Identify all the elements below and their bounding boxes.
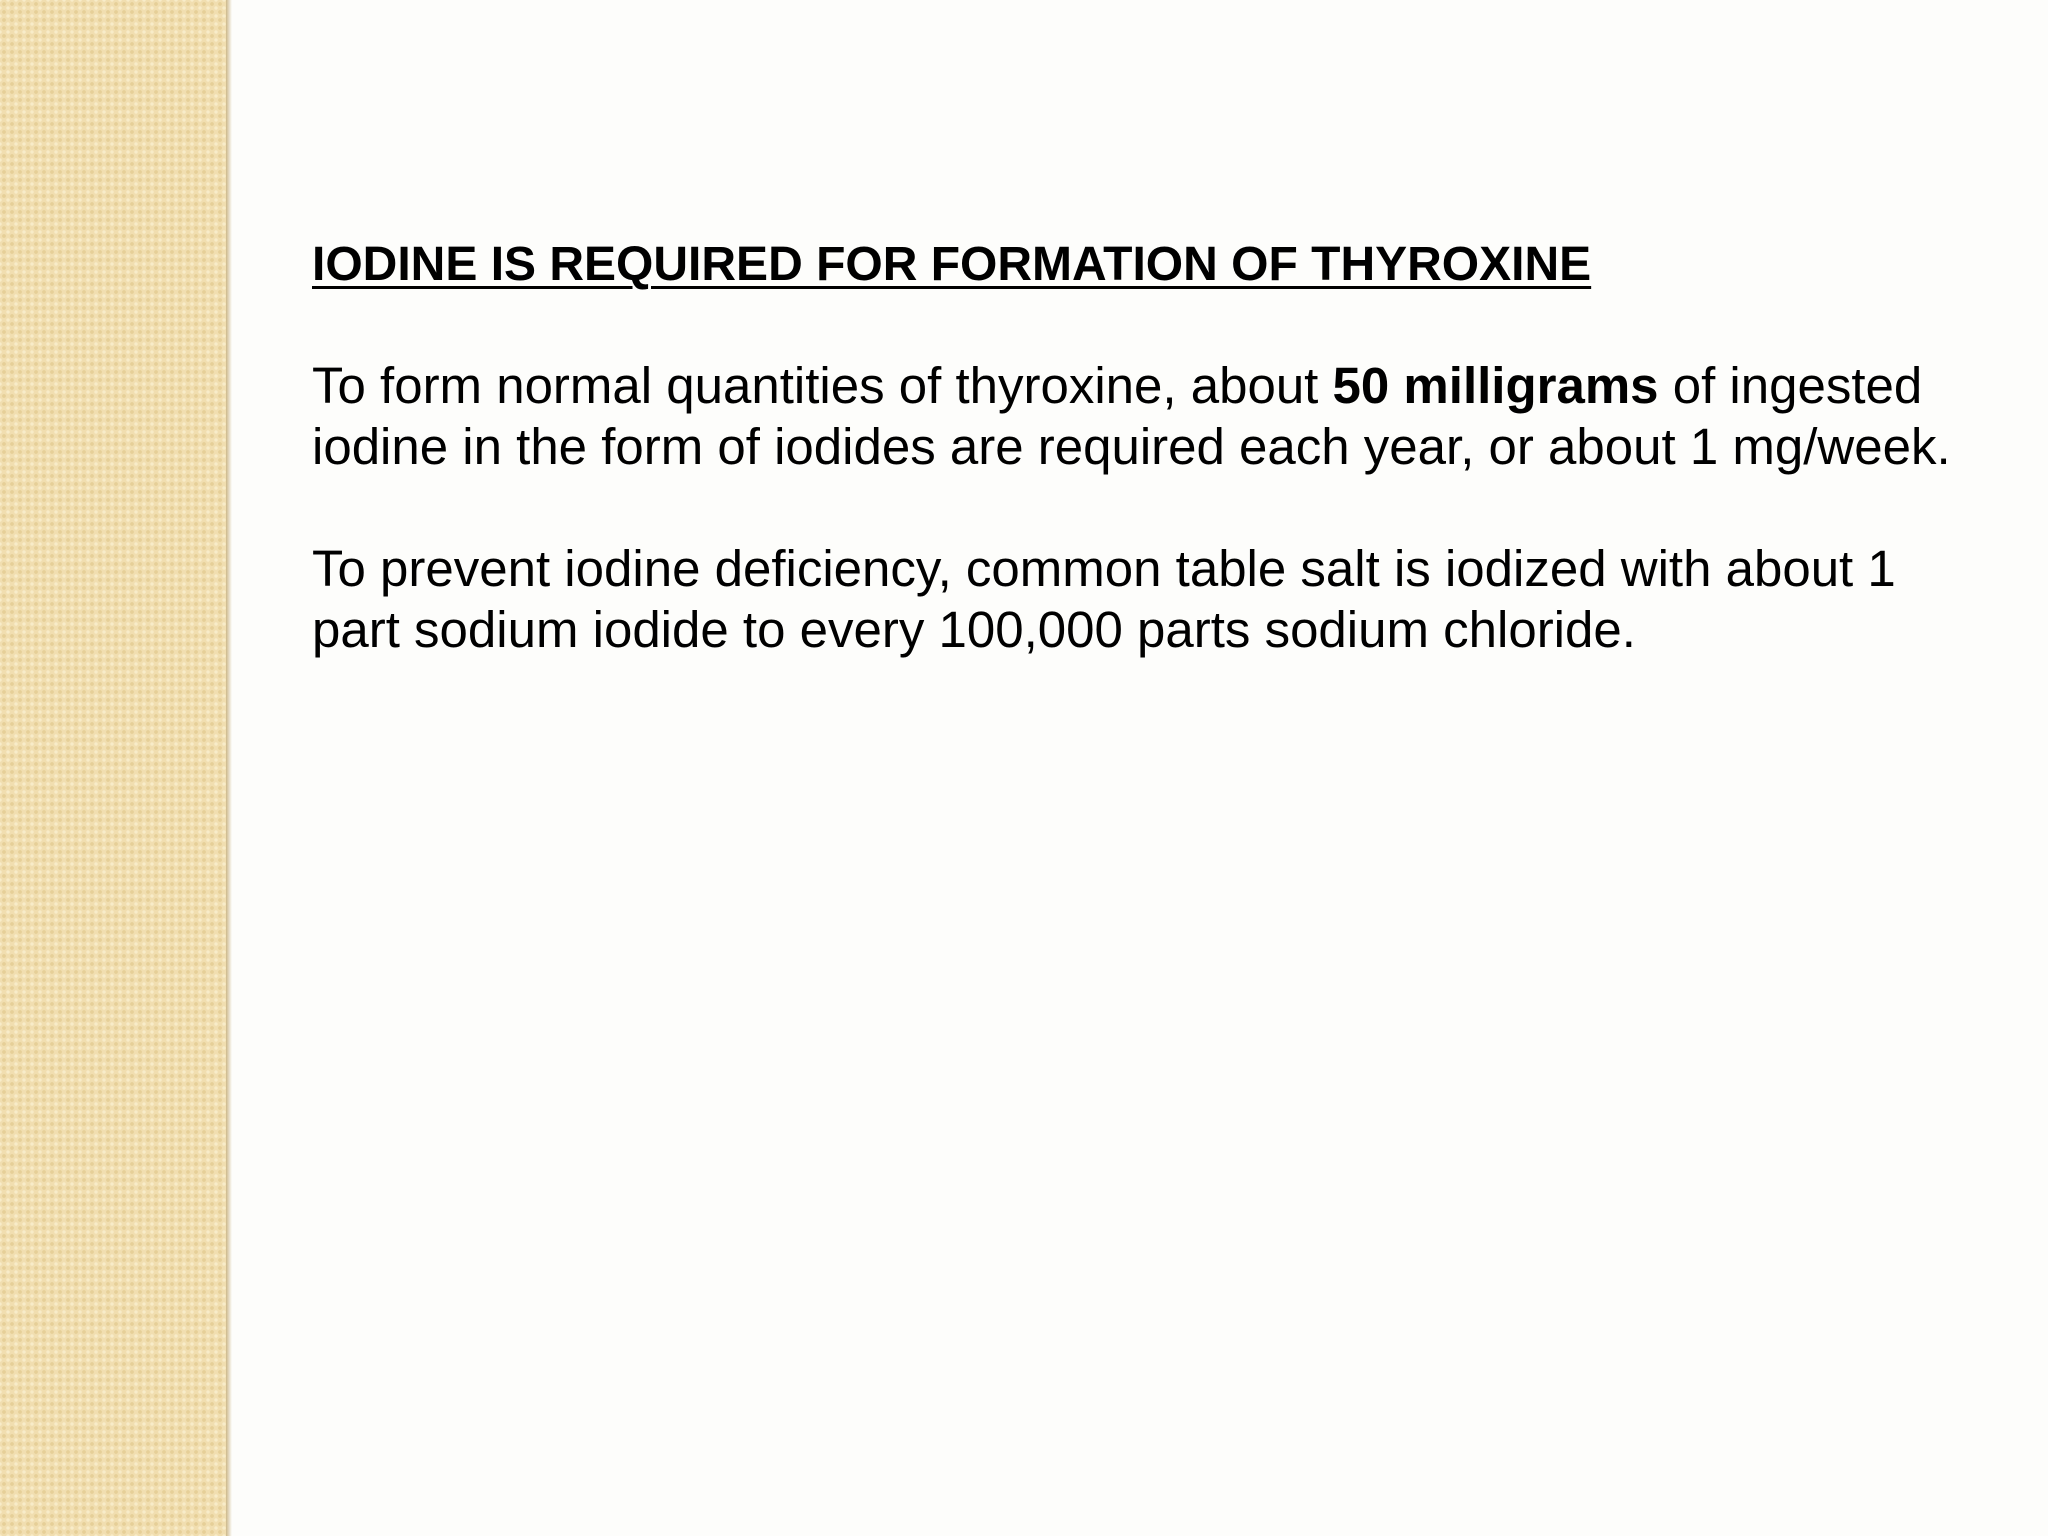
decorative-side-band <box>0 0 226 1536</box>
paragraph-1-text-start: To form normal quantities of thyroxine, about <box>312 357 1333 414</box>
side-band-shadow <box>226 0 232 1536</box>
paragraph-iodine-requirement <box>312 355 1952 477</box>
slide-heading: IODINE IS REQUIRED FOR FORMATION OF THYROXINE <box>312 238 1592 291</box>
paragraph-1-bold-amount: 50 milligrams <box>1332 357 1659 414</box>
slide-content <box>312 232 1952 660</box>
paragraph-iodized-salt: To prevent iodine deficiency, common table salt is iodized with about 1 part sodium iodide to every 100,000 parts sodium chloride. <box>312 540 1896 658</box>
paragraph-1-text-end: of ingested iodine in the form of iodides are required each year, or about 1 mg/week. <box>312 357 1951 475</box>
